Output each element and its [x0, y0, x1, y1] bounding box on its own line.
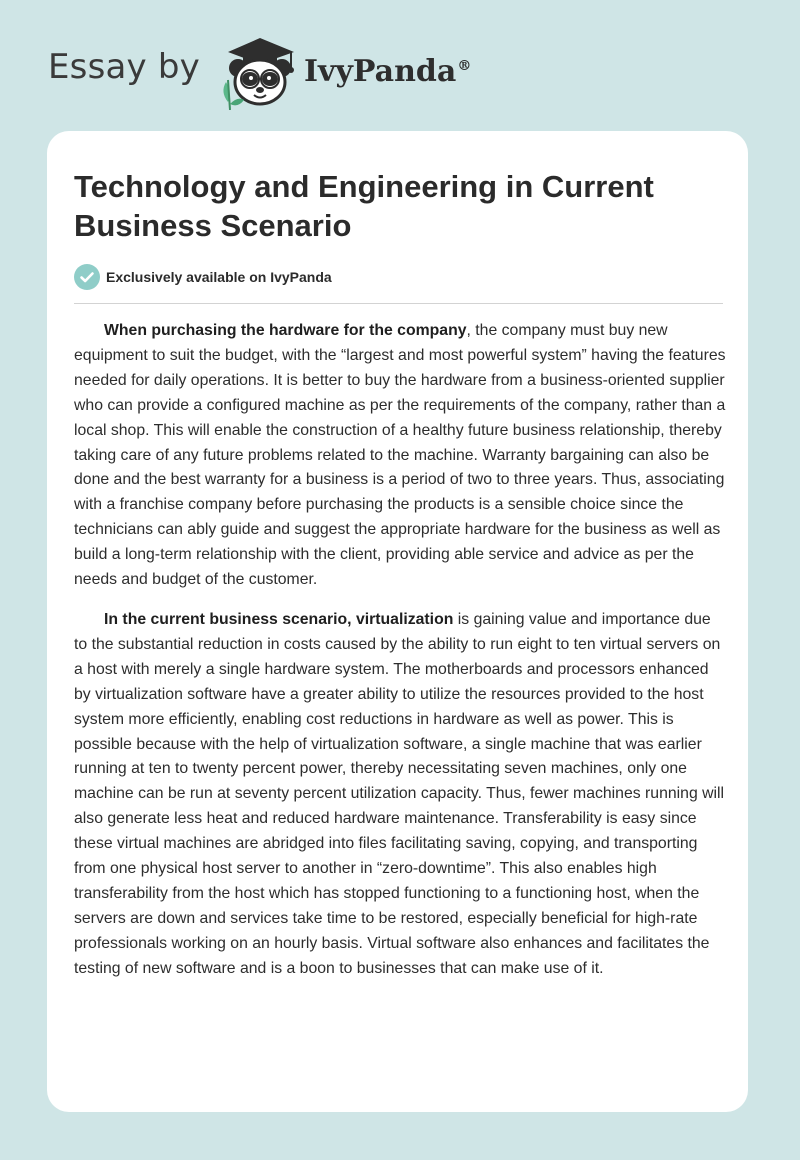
site-header	[48, 30, 471, 110]
brand-name-text: IvyPanda	[303, 53, 457, 89]
essay-card	[47, 131, 748, 1112]
paragraph-text: , the company must buy new equipment to suit the budget, with the “largest and most powerful system” having the features needed for daily operations. It is better to buy the hardware from a business-oriented supplier who can provide a configured machine as per the requirements of the company, rather than a local shop. This will enable the construction of a healthy future business relationship, thereby taking care of any future problems related to the machine. Warranty bargaining can also be done and the best warranty for a business is a period of two to three years. Thus, associating with a franchise company before purchasing the products is a sensible choice since the technicians can ably guide and suggest the appropriate hardware for the business as well as build a long-term relationship with the client, providing able service and advice as per the needs and budget of the customer.	[74, 322, 726, 589]
paragraph	[74, 319, 726, 593]
registered-mark: ®	[457, 57, 472, 74]
paragraph	[74, 608, 726, 982]
essay-body	[74, 319, 726, 997]
divider	[74, 303, 723, 304]
paragraph-lead: When purchasing the hardware for the company	[104, 322, 467, 339]
paragraph-lead: In the current business scenario, virtualization	[104, 610, 454, 628]
check-circle-icon	[74, 264, 100, 290]
exclusive-badge-text: Exclusively available on IvyPanda	[106, 269, 332, 285]
brand-name	[304, 54, 471, 89]
panda-graduate-logo-icon[interactable]	[214, 30, 302, 110]
essay-title: Technology and Engineering in Current Business Scenario	[74, 169, 654, 243]
brand-prefix: Essay by	[48, 47, 200, 87]
paragraph-text: is gaining value and importance due to the substantial reduction in costs caused by the ability to run eight to ten virtual servers on a host with merely a single hardware system. The motherboards and processors enhanced by virtualization software have a greater ability to utilize the resources provided to the host system more efficiently, enabling cost reductions in hardware as well as power. This is possible because with the help of virtualization software, a single machine that was earlier running at ten to twenty percent power, thereby necessitating seven machines, only one machine can be run at seventy percent utilization capacity. Thus, fewer machines running will also generate less heat and reduced hardware maintenance. Transferability is easy since these virtual machines are abridged into files facilitating saving, copying, and transporting from one physical host server to another in “zero-downtime”. This also enables high transferability from the host which has stopped functioning to a functioning host, when the servers are down and services take time to be restored, especially beneficial for high-rate professionals working on an hourly basis. Virtual software also enhances and facilitates the testing of new software and is a boon to businesses that can make use of it.	[74, 610, 725, 977]
exclusive-badge	[74, 264, 332, 290]
